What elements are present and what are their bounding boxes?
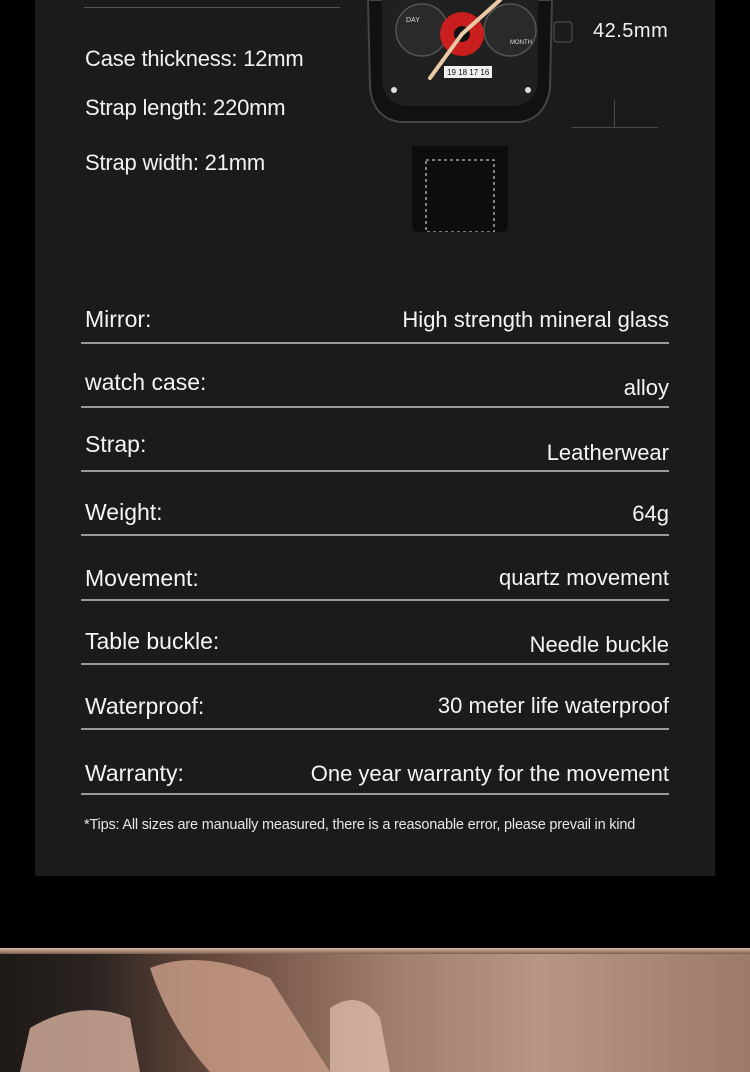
case-thickness-text: Case thickness: 12mm	[85, 46, 304, 71]
spec-row-weight	[81, 499, 669, 539]
spec-value: 30 meter life waterproof	[437, 693, 669, 718]
strap-width-text: Strap width: 21mm	[85, 150, 266, 175]
spec-label: Table buckle:	[85, 628, 220, 654]
spec-value: quartz movement	[499, 565, 669, 590]
spec-value: alloy	[623, 375, 669, 400]
spec-divider	[81, 728, 669, 730]
spec-row-strap	[81, 431, 669, 471]
spec-label: Waterproof:	[85, 693, 205, 719]
diameter-text: 42.5mm	[593, 20, 669, 42]
spec-label: Movement:	[85, 565, 199, 591]
marker-dot	[391, 87, 397, 93]
watch-image	[360, 0, 590, 232]
spec-value: 64g	[632, 501, 669, 526]
spec-divider	[81, 793, 669, 795]
spec-value: Leatherwear	[546, 440, 669, 465]
spec-row-warranty	[81, 760, 669, 800]
watch-crown	[554, 22, 572, 42]
spec-divider	[81, 663, 669, 665]
finger-shape	[330, 1000, 390, 1072]
spec-divider	[81, 599, 669, 601]
day-subdial	[396, 4, 448, 56]
spec-value: High strength mineral glass	[402, 307, 669, 332]
spec-label: watch case:	[85, 369, 207, 395]
spec-value: One year warranty for the movement	[310, 761, 669, 786]
spec-divider	[81, 534, 669, 536]
spec-row-case	[81, 369, 669, 409]
spec-row-buckle	[81, 628, 669, 668]
month-subdial	[484, 4, 536, 56]
spec-divider	[81, 406, 669, 408]
spec-row-movement	[81, 565, 669, 605]
spec-value: Needle buckle	[529, 632, 669, 657]
day-label: DAY	[406, 17, 420, 24]
finger-shape	[20, 1010, 140, 1072]
spec-divider	[81, 342, 669, 344]
hand-illustration	[0, 948, 750, 1072]
spec-row-mirror	[81, 306, 669, 346]
dimension-line	[614, 100, 615, 128]
spec-label: Mirror:	[85, 306, 152, 332]
spec-label: Weight:	[85, 499, 163, 525]
finger-shape	[150, 960, 330, 1072]
dimension-line	[572, 127, 658, 128]
spec-label: Strap:	[85, 431, 147, 457]
top-divider	[84, 7, 340, 8]
strap-length-text: Strap length: 220mm	[85, 95, 286, 120]
month-label: MONTH	[510, 40, 532, 46]
spec-divider	[81, 470, 669, 472]
tips-note: *Tips: All sizes are manually measured, there is a reasonable error, please prevail in kind	[84, 817, 636, 833]
spec-row-waterproof	[81, 693, 669, 733]
date-numbers: 19 18 17 16	[447, 68, 490, 77]
marker-dot	[525, 87, 531, 93]
hand-photo	[0, 948, 750, 1072]
spec-label: Warranty:	[85, 760, 184, 786]
